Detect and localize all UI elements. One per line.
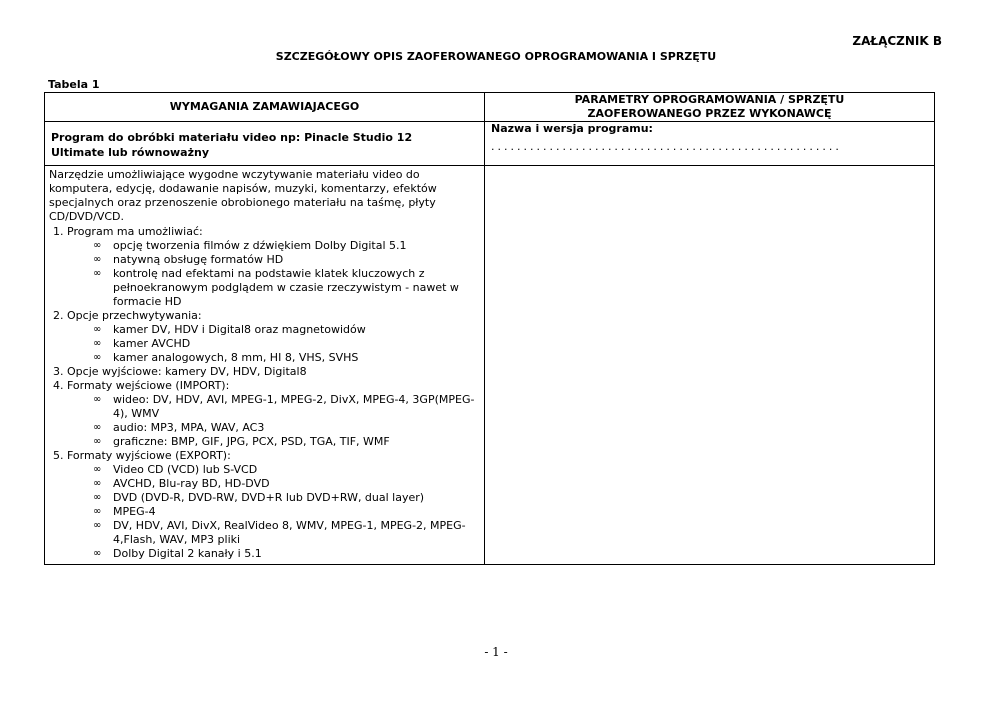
sub-item-text: wideo: DV, HDV, AVI, MPEG-1, MPEG-2, DivX, MPEG-4, 3GP(MPEG-4), WMV xyxy=(113,393,475,420)
requirement-item xyxy=(67,449,478,561)
sub-item xyxy=(93,351,478,365)
sub-list xyxy=(67,463,478,561)
sub-item xyxy=(93,337,478,351)
program-requirement xyxy=(45,122,485,166)
sub-item xyxy=(93,463,478,477)
sub-item xyxy=(93,477,478,491)
sub-list xyxy=(67,393,478,449)
sub-item-text: audio: MP3, MPA, WAV, AC3 xyxy=(113,421,265,434)
page-number: - 1 - xyxy=(484,645,508,659)
table-label: Tabela 1 xyxy=(48,78,100,91)
parameters-header-line2: ZAOFEROWANEGO PRZEZ WYKONAWCĘ xyxy=(587,107,832,120)
infinity-bullet-icon: ∞ xyxy=(93,422,102,433)
sub-list xyxy=(67,323,478,365)
details-row xyxy=(45,166,935,565)
fill-in-dots: ...................................................... xyxy=(491,140,842,153)
offer-details-cell[interactable] xyxy=(485,166,935,565)
infinity-bullet-icon: ∞ xyxy=(93,520,102,531)
infinity-bullet-icon: ∞ xyxy=(93,436,102,447)
program-line2: Ultimate lub równoważny xyxy=(51,146,209,159)
infinity-bullet-icon: ∞ xyxy=(93,352,102,363)
sub-item-text: natywną obsługę formatów HD xyxy=(113,253,284,266)
document-title: SZCZEGÓŁOWY OPIS ZAOFEROWANEGO OPROGRAMOWANIA I SPRZĘTU xyxy=(275,50,717,63)
parameters-header xyxy=(485,93,935,122)
requirements-details xyxy=(45,166,485,565)
requirement-item xyxy=(67,365,478,379)
sub-item xyxy=(93,547,478,561)
parameters-header-line1: PARAMETRY OPROGRAMOWANIA / SPRZĘTU xyxy=(574,93,845,106)
infinity-bullet-icon: ∞ xyxy=(93,464,102,475)
sub-item-text: Dolby Digital 2 kanały i 5.1 xyxy=(113,547,262,560)
sub-item-text: kamer DV, HDV i Digital8 oraz magnetowidów xyxy=(113,323,366,336)
infinity-bullet-icon: ∞ xyxy=(93,254,102,265)
sub-item xyxy=(93,435,478,449)
infinity-bullet-icon: ∞ xyxy=(93,506,102,517)
requirement-label: Formaty wyjściowe (EXPORT): xyxy=(67,449,231,462)
sub-item-text: MPEG-4 xyxy=(113,505,156,518)
requirement-label: Formaty wejściowe (IMPORT): xyxy=(67,379,230,392)
requirement-item xyxy=(67,225,478,309)
requirement-label: Opcje przechwytywania: xyxy=(67,309,202,322)
infinity-bullet-icon: ∞ xyxy=(93,240,102,251)
sub-item-text: AVCHD, Blu-ray BD, HD-DVD xyxy=(113,477,270,490)
sub-item-text: kontrolę nad efektami na podstawie klatek kluczowych z pełnoekranowym podglądem w czasie rzeczywistym - nawet w formacie HD xyxy=(113,267,459,308)
header-row xyxy=(45,93,935,122)
specification-table xyxy=(44,92,935,565)
infinity-bullet-icon: ∞ xyxy=(93,478,102,489)
name-version-cell[interactable] xyxy=(485,122,935,166)
requirement-item xyxy=(67,379,478,449)
sub-item xyxy=(93,421,478,435)
sub-item-text: kamer analogowych, 8 mm, HI 8, VHS, SVHS xyxy=(113,351,359,364)
program-line1: Program do obróbki materiału video np: Pinacle Studio 12 xyxy=(51,131,413,144)
infinity-bullet-icon: ∞ xyxy=(93,394,102,405)
sub-item xyxy=(93,267,478,309)
sub-item xyxy=(93,393,478,421)
sub-item-text: kamer AVCHD xyxy=(113,337,191,350)
infinity-bullet-icon: ∞ xyxy=(93,324,102,335)
sub-item-text: DVD (DVD-R, DVD-RW, DVD+R lub DVD+RW, dual layer) xyxy=(113,491,425,504)
sub-item xyxy=(93,505,478,519)
sub-list xyxy=(67,239,478,309)
requirement-label: Program ma umożliwiać: xyxy=(67,225,203,238)
sub-item-text: DV, HDV, AVI, DivX, RealVideo 8, WMV, MPEG-1, MPEG-2, MPEG-4,Flash, WAV, MP3 pliki xyxy=(113,519,466,546)
requirement-item xyxy=(67,309,478,365)
infinity-bullet-icon: ∞ xyxy=(93,268,102,279)
name-version-label: Nazwa i wersja programu: xyxy=(491,122,653,135)
sub-item xyxy=(93,519,478,547)
sub-item xyxy=(93,323,478,337)
sub-item-text: graficzne: BMP, GIF, JPG, PCX, PSD, TGA, TIF, WMF xyxy=(113,435,390,448)
requirement-label: Opcje wyjściowe: kamery DV, HDV, Digital8 xyxy=(67,365,307,378)
infinity-bullet-icon: ∞ xyxy=(93,548,102,559)
annex-label: ZAŁĄCZNIK B xyxy=(852,34,942,48)
sub-item xyxy=(93,239,478,253)
sub-item-text: Video CD (VCD) lub S-VCD xyxy=(113,463,258,476)
infinity-bullet-icon: ∞ xyxy=(93,492,102,503)
intro-text: Narzędzie umożliwiające wygodne wczytywanie materiału video do komputera, edycję, dodawanie napisów, muzyki, komentarzy, efektów specjalnych oraz przenoszenie obrobionego materiału na taśmę, płyty CD/DVD/VCD. xyxy=(49,168,437,223)
infinity-bullet-icon: ∞ xyxy=(93,338,102,349)
program-row xyxy=(45,122,935,166)
sub-item xyxy=(93,491,478,505)
requirements-header: WYMAGANIA ZAMAWIAJACEGO xyxy=(45,93,485,122)
sub-item xyxy=(93,253,478,267)
requirements-list xyxy=(49,225,478,561)
sub-item-text: opcję tworzenia filmów z dźwiękiem Dolby Digital 5.1 xyxy=(113,239,407,252)
